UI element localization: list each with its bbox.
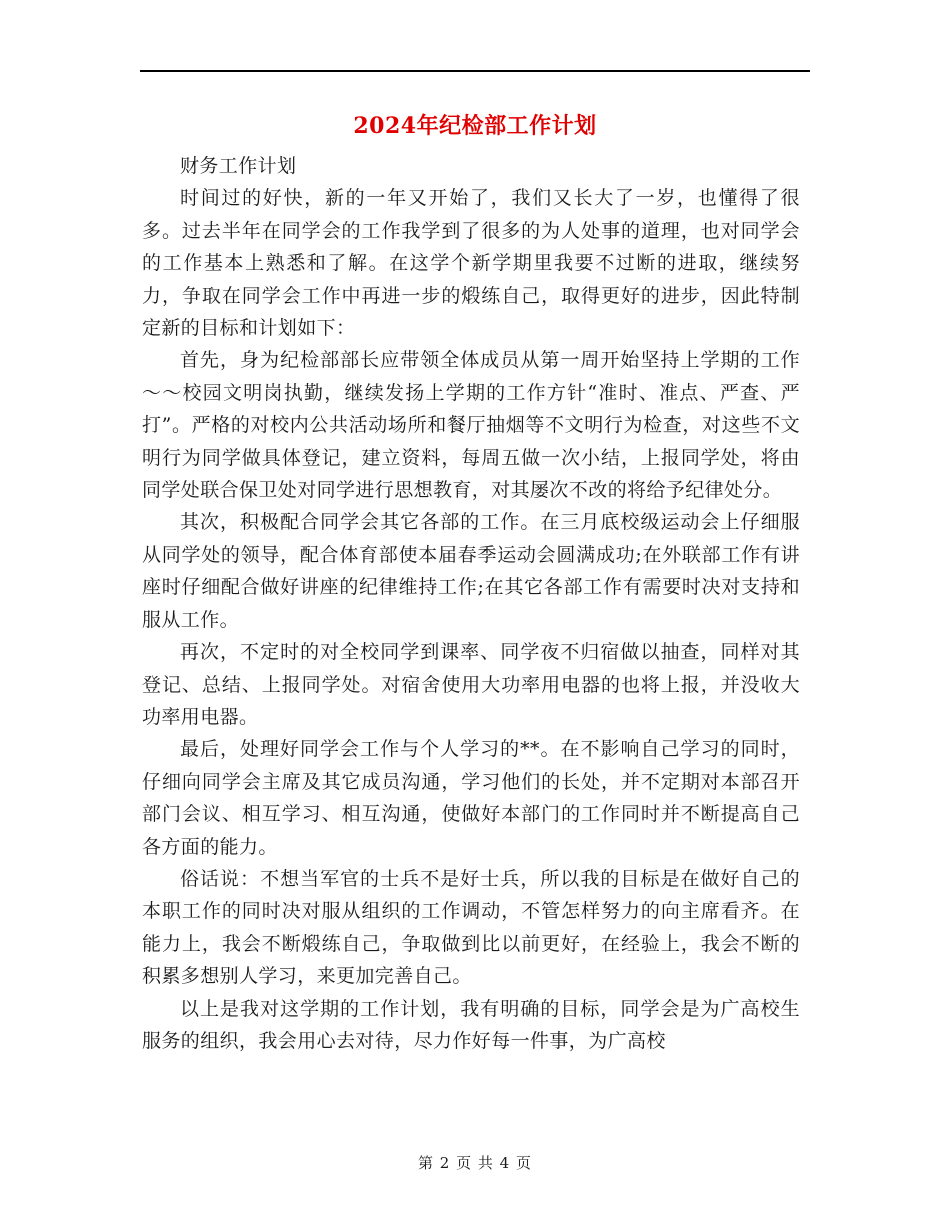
paragraph-last: 最后，处理好同学会工作与个人学习的**。在不影响自己学习的同时，仔细向同学会主席及其它成员沟通，学习他们的长处，并不定期对本部召开部门会议、相互学习、相互沟通，使做好本部门的工作同时并不断提高自己各方面的能力。 xyxy=(142,738,800,858)
paragraph-conclusion: 以上是我对这学期的工作计划，我有明确的目标，同学会是为广高校生服务的组织，我会用心去对待，尽力作好每一件事，为广高校 xyxy=(142,997,800,1052)
paragraph-subtitle: 财务工作计划 xyxy=(180,155,297,177)
paragraph-proverb: 俗话说：不想当军官的士兵不是好士兵，所以我的目标是在做好自己的本职工作的同时决对服从组织的工作调动，不管怎样努力的向主席看齐。在能力上，我会不断煅练自己，争取做到比以前更好，在经验上，我会不断的积累多想别人学习，来更加完善自己。 xyxy=(142,867,800,988)
document-title: 2024年纪检部工作计划 xyxy=(353,113,597,139)
paragraph-intro: 时间过的好快，新的一年又开始了，我们又长大了一岁，也懂得了很多。过去半年在同学会的工作我学到了很多的为人处事的道理，也对同学会的工作基本上熟悉和了解。在这学个新学期里我要不过断的进取，继续努力，争取在同学会工作中再进一步的煅练自己，取得更好的进步，因此特制定新的目标和计划如下： xyxy=(142,187,800,340)
paragraph-second: 其次，积极配合同学会其它各部的工作。在三月底校级运动会上仔细服从同学处的领导，配合体育部使本届春季运动会圆满成功;在外联部工作有讲座时仔细配合做好讲座的纪律维持工作;在其它各部工作有需要时决对支持和服从工作。 xyxy=(142,511,800,631)
document-body xyxy=(142,150,800,1057)
header-rule xyxy=(140,70,810,72)
paragraph-first: 首先，身为纪检部部长应带领全体成员从第一周开始坚持上学期的工作～～校园文明岗执勤，继续发扬上学期的工作方针“准时、准点、严查、严打”。严格的对校内公共活动场所和餐厅抽烟等不文明行为检查，对这些不文明行为同学做具体登记，建立资料，每周五做一次小结，上报同学处，将由同学处联合保卫处对同学进行思想教育，对其屡次不改的将给予纪律处分。 xyxy=(142,349,800,502)
page-footer: 第 2 页 共 4 页 xyxy=(418,1154,532,1172)
paragraph-third: 再次，不定时的对全校同学到课率、同学夜不归宿做以抽查，同样对其登记、总结、上报同学处。对宿舍使用大功率用电器的也将上报，并没收大功率用电器。 xyxy=(142,641,800,728)
